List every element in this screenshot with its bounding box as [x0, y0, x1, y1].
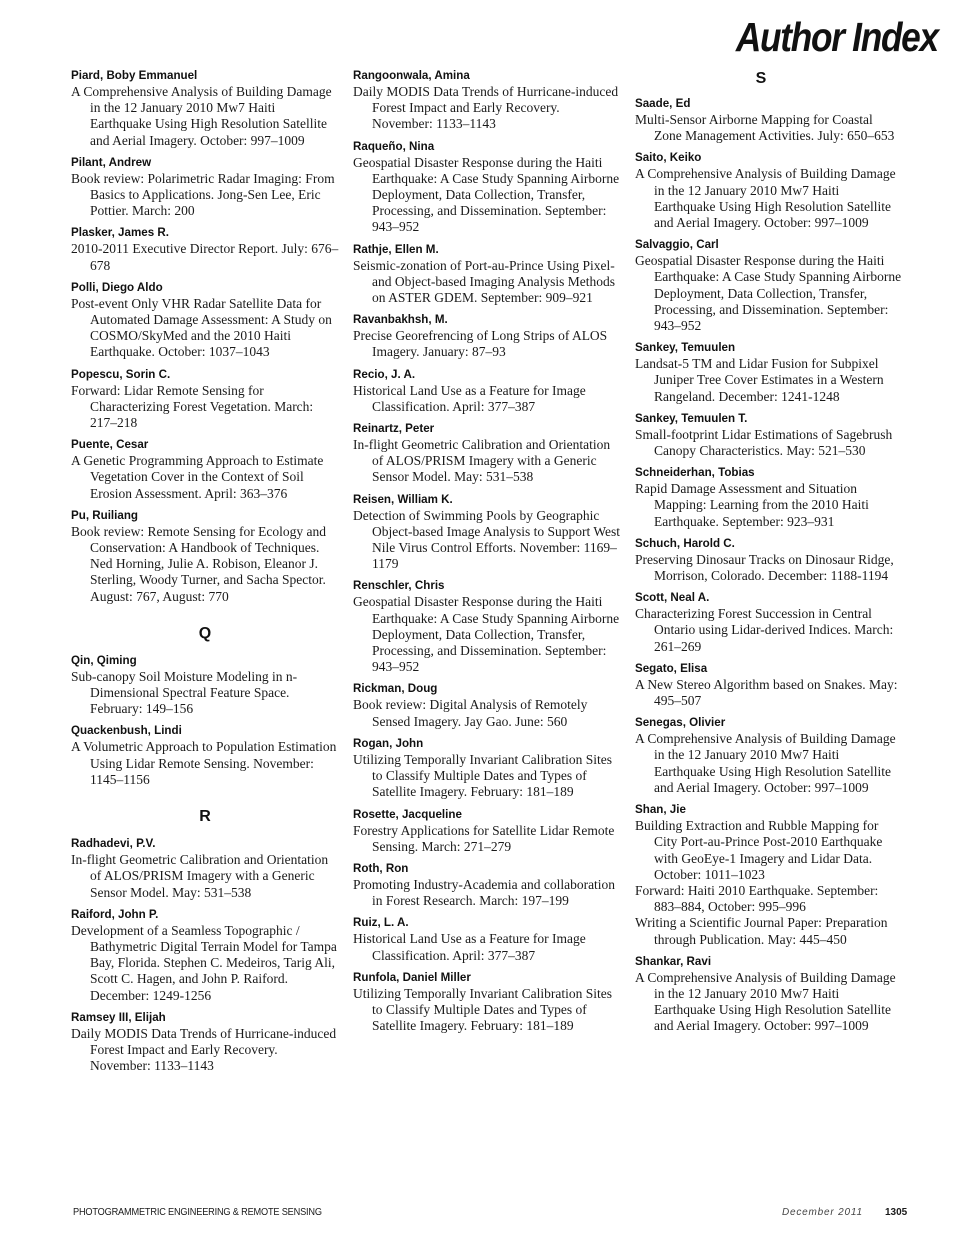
section-letter-q: Q — [198, 624, 212, 642]
author-entry — [71, 1010, 339, 1075]
index-entries-s — [635, 96, 903, 1035]
author-entry — [635, 411, 903, 459]
author-entry — [71, 155, 339, 220]
citation-text: Geospatial Disaster Response during the Haiti Earthquake: A Case Study Spanning Airborne Deployment, Data Collection, Transfer, Processing, and Dissemination. September: 943–952 — [635, 253, 902, 334]
citation-text: Utilizing Temporally Invariant Calibration Sites to Classify Multiple Dates and Types of Satellite Imagery. February: 181–189 — [353, 985, 613, 1034]
author-name: Scott, Neal A. — [635, 591, 710, 605]
citation-text: 2010-2011 Executive Director Report. July: 676–678 — [71, 241, 339, 273]
author-name: Shankar, Ravi — [635, 954, 712, 968]
author-entry — [635, 590, 903, 655]
author-entry — [353, 681, 621, 729]
citation-text: Historical Land Use as a Feature for Image Classification. April: 377–387 — [353, 382, 586, 414]
author-name: Saade, Ed — [635, 97, 691, 110]
author-name: Pu, Ruiliang — [71, 508, 138, 522]
author-entry — [635, 802, 903, 948]
author-name: Puente, Cesar — [71, 438, 149, 452]
citation-text: Daily MODIS Data Trends of Hurricane-induced Forest Impact and Early Recovery. November: 1133–1143 — [353, 84, 619, 132]
author-name: Ramsey III, Elijah — [71, 1010, 166, 1024]
author-name: Salvaggio, Carl — [635, 238, 719, 252]
section-letter-r: R — [199, 808, 211, 826]
citation-text: Preserving Dinosaur Tracks on Dinosaur Ridge, Morrison, Colorado. December: 1188-1194 — [635, 551, 894, 584]
author-entry — [71, 367, 339, 432]
author-entry — [635, 661, 903, 709]
author-name: Raiford, John P. — [71, 907, 159, 921]
citation-text: A Genetic Programming Approach to Estimate Vegetation Cover in the Context of Soil Erosion Assessment. April: 363–376 — [71, 453, 324, 501]
author-entry — [635, 715, 903, 796]
author-entry — [353, 242, 621, 307]
author-name: Ruiz, L. A. — [353, 916, 409, 930]
author-name: Ravanbakhsh, M. — [353, 313, 448, 327]
citation-text: Development of a Seamless Topographic / Bathymetric Digital Terrain Model for Tampa Bay, Florida. Stephen C. Medeiros, Tarig Ali, Scott C. Hagen, and John P. Raiford. December: 1249-1256 — [71, 922, 337, 1003]
citation-text: Writing a Scientific Journal Paper: Preparation through Publication. May: 445–450 — [635, 915, 888, 947]
citation-text: In-flight Geometric Calibration and Orientation of ALOS/PRISM Imagery with a Generic Sensor Model. May: 531–538 — [71, 852, 329, 900]
citation-text: Sub-canopy Soil Moisture Modeling in n-Dimensional Spectral Feature Space. February: 149–156 — [71, 668, 298, 717]
author-name: Renschler, Chris — [353, 579, 445, 593]
citation-text: Characterizing Forest Succession in Central Ontario using Lidar-derived Indices. March: 261–269 — [635, 606, 894, 654]
citation-text: Forward: Haiti 2010 Earthquake. September: 883–884, October: 995–996 — [635, 882, 879, 915]
author-entry — [353, 915, 621, 963]
index-column-1 — [71, 68, 339, 1080]
section-letter-s: S — [755, 70, 767, 87]
author-entry — [71, 280, 339, 361]
author-entry — [635, 340, 903, 405]
author-entry — [71, 437, 339, 502]
author-name: Qin, Qiming — [71, 653, 137, 667]
author-name: Rogan, John — [353, 736, 424, 750]
citation-text: In-flight Geometric Calibration and Orientation of ALOS/PRISM Imagery with a Generic Sensor Model. May: 531–538 — [353, 437, 611, 485]
author-entry — [353, 68, 621, 133]
author-name: Schneiderhan, Tobias — [635, 466, 755, 480]
author-entry — [635, 954, 903, 1035]
author-name: Rosette, Jacqueline — [353, 807, 462, 821]
citation-text: Geospatial Disaster Response during the Haiti Earthquake: A Case Study Spanning Airborne Deployment, Data Collection, Transfer, Processing, and Dissemination. September: 943–952 — [353, 154, 620, 235]
citation-text: Landsat-5 TM and Lidar Fusion for Subpixel Juniper Tree Cover Estimates in a Western Rangeland. December: 1241-1248 — [635, 356, 884, 404]
citation-text: Geospatial Disaster Response during the Haiti Earthquake: A Case Study Spanning Airborne Deployment, Data Collection, Transfer, Processing, and Dissemination. September: 943–952 — [353, 594, 620, 675]
citation-text: A Comprehensive Analysis of Building Damage in the 12 January 2010 Mw7 Haiti Earthquake Using High Resolution Satellite and Aerial Imagery. October: 997–1009 — [635, 731, 896, 795]
page-title: Author Index — [736, 14, 938, 60]
citation-text: Historical Land Use as a Feature for Image Classification. April: 377–387 — [353, 931, 586, 963]
citation-text: Rapid Damage Assessment and Situation Mapping: Learning from the 2010 Haiti Earthquake. September: 923–931 — [635, 481, 869, 529]
author-entry — [353, 970, 621, 1035]
citation-text: Promoting Industry-Academia and collaboration in Forest Research. March: 197–199 — [353, 876, 616, 909]
author-name: Raqueño, Nina — [353, 139, 435, 153]
footer-page-number: 1305 — [885, 1207, 908, 1218]
citation-text: A Comprehensive Analysis of Building Damage in the 12 January 2010 Mw7 Haiti Earthquake Using High Resolution Satellite and Aerial Imagery. October: 997–1009 — [71, 84, 332, 148]
author-entry — [71, 723, 339, 788]
author-name: Reinartz, Peter — [353, 422, 435, 436]
citation-text: Utilizing Temporally Invariant Calibration Sites to Classify Multiple Dates and Types of Satellite Imagery. February: 181–189 — [353, 751, 613, 800]
author-entry — [71, 508, 339, 605]
author-name: Rathje, Ellen M. — [353, 242, 439, 256]
author-entry — [635, 150, 903, 231]
citation-text: Seismic-zonation of Port-au-Prince Using Pixel- and Object-based Imaging Analysis Methods on ASTER GDEM. September: 909–921 — [353, 257, 615, 306]
author-entry — [353, 861, 621, 909]
author-name: Runfola, Daniel Miller — [353, 970, 471, 984]
author-name: Plasker, James R. — [71, 226, 169, 240]
author-entry — [71, 907, 339, 1004]
author-entry — [353, 578, 621, 675]
citation-text: Book review: Remote Sensing for Ecology and Conservation: A Handbook of Techniques. Ned Horning, Julie A. Robison, Eleanor J. Sterling, Woody Turner, and Sacha Spector. August: 767, August: 770 — [71, 523, 326, 604]
citation-text: Precise Georefrencing of Long Strips of ALOS Imagery. January: 87–93 — [353, 328, 608, 360]
author-entry — [635, 96, 903, 144]
citation-text: Detection of Swimming Pools by Geographic Object-based Image Analysis to Support West Nile Virus Control Efforts. November: 1169–1179 — [353, 507, 620, 572]
citation-text: Forward: Lidar Remote Sensing for Characterizing Forest Vegetation. March: 217–218 — [71, 382, 314, 431]
citation-text: Multi-Sensor Airborne Mapping for Coastal Zone Management Activities. July: 650–653 — [635, 112, 895, 144]
author-entry — [71, 225, 339, 273]
author-name: Saito, Keiko — [635, 151, 702, 165]
author-entry — [71, 653, 339, 718]
author-name: Popescu, Sorin C. — [71, 367, 171, 381]
author-entry — [635, 465, 903, 530]
author-name: Senegas, Olivier — [635, 716, 726, 730]
author-name: Shan, Jie — [635, 803, 686, 817]
author-name: Reisen, William K. — [353, 492, 453, 506]
index-entries-p — [71, 68, 339, 605]
author-name: Rangoonwala, Amina — [353, 69, 470, 82]
author-name: Polli, Diego Aldo — [71, 280, 163, 294]
index-column-2 — [353, 68, 621, 1040]
author-name: Radhadevi, P.V. — [71, 837, 156, 851]
author-entry — [353, 367, 621, 415]
footer-journal-name: PHOTOGRAMMETRIC ENGINEERING & REMOTE SENSING — [73, 1207, 322, 1218]
author-entry — [353, 139, 621, 236]
author-name: Roth, Ron — [353, 861, 409, 875]
author-entry — [635, 536, 903, 584]
citation-text: A New Stereo Algorithm based on Snakes. May: 495–507 — [635, 676, 898, 709]
author-name: Quackenbush, Lindi — [71, 724, 182, 738]
author-entry — [71, 68, 339, 149]
index-entries-r — [71, 836, 339, 1074]
author-entry — [353, 807, 621, 855]
author-name: Pilant, Andrew — [71, 155, 152, 169]
author-name: Sankey, Temuulen T. — [635, 411, 748, 425]
author-entry — [353, 492, 621, 573]
author-name: Recio, J. A. — [353, 367, 416, 381]
citation-text: Daily MODIS Data Trends of Hurricane-induced Forest Impact and Early Recovery. November: 1133–1143 — [71, 1025, 337, 1074]
citation-text: A Comprehensive Analysis of Building Damage in the 12 January 2010 Mw7 Haiti Earthquake Using High Resolution Satellite and Aerial Imagery. October: 997–1009 — [635, 969, 896, 1034]
index-column-3 — [635, 96, 903, 1041]
citation-text: Forestry Applications for Satellite Lidar Remote Sensing. March: 271–279 — [353, 822, 615, 854]
index-entries-r-continued — [353, 68, 621, 1034]
author-entry — [71, 836, 339, 901]
author-name: Schuch, Harold C. — [635, 536, 735, 550]
citation-text: A Comprehensive Analysis of Building Damage in the 12 January 2010 Mw7 Haiti Earthquake Using High Resolution Satellite and Aerial Imagery. October: 997–1009 — [635, 166, 896, 231]
citation-text: A Volumetric Approach to Population Estimation Using Lidar Remote Sensing. November: 1145–1156 — [71, 739, 337, 787]
citation-text: Book review: Digital Analysis of Remotely Sensed Imagery. Jay Gao. June: 560 — [353, 697, 588, 729]
author-entry — [635, 237, 903, 334]
author-name: Sankey, Temuulen — [635, 341, 736, 355]
author-name: Rickman, Doug — [353, 682, 438, 696]
author-entry — [353, 736, 621, 801]
index-entries-q — [71, 653, 339, 788]
footer-date: December 2011 — [782, 1207, 863, 1218]
citation-text: Building Extraction and Rubble Mapping for City Port-au-Prince Post-2010 Earthquake with GeoEye-1 Imagery and Lidar Data. October: 1011–1023 — [635, 818, 883, 882]
author-entry — [353, 312, 621, 360]
author-entry — [353, 421, 621, 486]
author-name: Piard, Boby Emmanuel — [71, 69, 198, 82]
citation-text: Post-event Only VHR Radar Satellite Data for Automated Damage Assessment: A Study on COSMO/SkyMed and the 2010 Haiti Earthquake. October: 1037–1043 — [71, 295, 332, 360]
citation-text: Book review: Polarimetric Radar Imaging: From Basics to Applications. Jong-Sen Lee, Eric Pottier. March: 200 — [71, 170, 335, 219]
citation-text: Small-footprint Lidar Estimations of Sagebrush Canopy Characteristics. May: 521–530 — [635, 426, 893, 459]
author-name: Segato, Elisa — [635, 661, 708, 675]
